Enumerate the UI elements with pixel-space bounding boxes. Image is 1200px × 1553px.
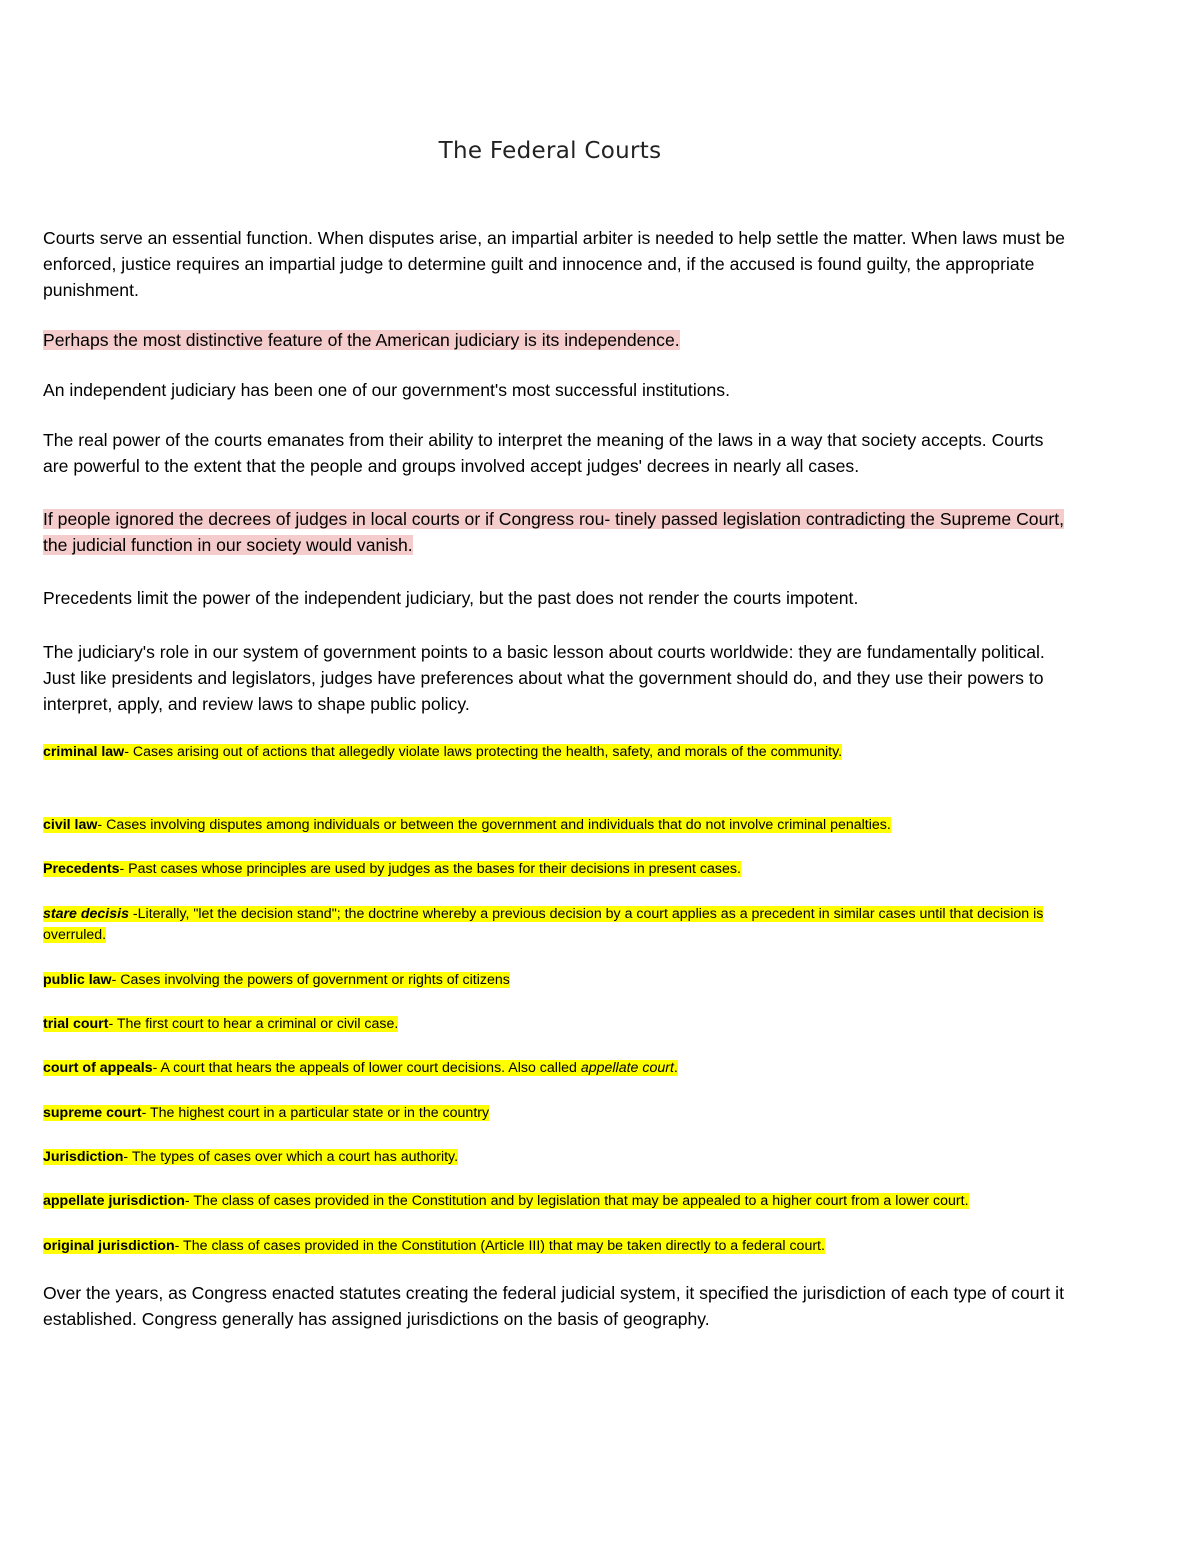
paragraph-judiciary-role: The judiciary's role in our system of government points to a basic lesson about courts worldwide: they are fundamentally political. Just like presidents and legislators, judges have preferences about what the government should do, and they use their powers to interpret, apply, and review laws to shape public policy. (43, 642, 1045, 714)
term-definition: - The first court to hear a criminal or civil case. (108, 1016, 399, 1032)
paragraph-successful-institutions: An independent judiciary has been one of our government's most successful institutions. (43, 380, 730, 400)
term-definition: -Literally, "let the decision stand"; the doctrine whereby a previous decision by a court applies as a precedent in similar cases until that decision is overruled. (43, 906, 1044, 943)
term-definition: - The class of cases provided in the Constitution (Article III) that may be taken directly to a federal court. (174, 1238, 825, 1254)
term-label: appellate jurisdiction (43, 1193, 185, 1209)
paragraph-independence (43, 327, 1073, 353)
page-title: The Federal Courts (438, 138, 662, 164)
term-definition: - Cases involving the powers of government or rights of citizens (111, 972, 510, 988)
definition-precedents (43, 859, 1073, 880)
term-label: trial court (43, 1016, 109, 1032)
definition-stare-decisis (43, 904, 1073, 946)
term-label: original jurisdiction (43, 1238, 175, 1254)
term-label: court of appeals (43, 1060, 153, 1076)
definition-supreme-court (43, 1103, 1073, 1124)
definition-public-law (43, 970, 1073, 991)
term-definition: - The highest court in a particular state or in the country (141, 1105, 490, 1121)
highlighted-text: If people ignored the decrees of judges in local courts or if Congress rou- tinely passed legislation contradicting the Supreme Court, the judicial function in our society would vanish. (43, 509, 1065, 555)
term-label: Precedents (43, 861, 120, 877)
paragraph-intro: Courts serve an essential function. When disputes arise, an impartial arbiter is needed to help settle the matter. When laws must be enforced, justice requires an impartial judge to determine guilt and innocence and, if the accused is found guilty, the appropriate punishment. (43, 228, 1065, 300)
term-label: Jurisdiction (43, 1149, 124, 1165)
highlighted-text: Perhaps the most distinctive feature of the American judiciary is its independence. (43, 330, 680, 350)
term-label: stare decisis (43, 906, 129, 922)
document-body (43, 225, 1073, 1332)
definition-jurisdiction (43, 1147, 1073, 1168)
paragraph-decrees (43, 506, 1073, 558)
definition-appellate-jurisdiction (43, 1191, 1073, 1212)
term-definition: - The class of cases provided in the Constitution and by legislation that may be appealed to a higher court from a lower court. (184, 1193, 969, 1209)
paragraph-congress-jurisdiction: Over the years, as Congress enacted statutes creating the federal judicial system, it specified the jurisdiction of each type of court it established. Congress generally has assigned jurisdictions on the basis of geography. (43, 1283, 1064, 1329)
term-definition: - The types of cases over which a court has authority. (123, 1149, 459, 1165)
term-label: civil law (43, 817, 98, 833)
definition-civil-law (43, 815, 1073, 836)
term-definition: - Cases involving disputes among individuals or between the government and individuals that do not involve criminal penalties. (97, 817, 891, 833)
term-definition-end: . (673, 1060, 678, 1076)
term-label: supreme court (43, 1105, 142, 1121)
term-definition: - A court that hears the appeals of lower court decisions. Also called (152, 1060, 581, 1076)
term-definition: - Cases arising out of actions that allegedly violate laws protecting the health, safety, and morals of the community. (124, 744, 843, 760)
paragraph-precedents: Precedents limit the power of the independent judiciary, but the past does not render the courts impotent. (43, 588, 859, 608)
definition-criminal-law (43, 742, 1073, 763)
term-label: public law (43, 972, 112, 988)
paragraph-real-power: The real power of the courts emanates from their ability to interpret the meaning of the laws in a way that society accepts. Courts are powerful to the extent that the people and groups involved accept judges' decrees in nearly all cases. (43, 430, 1044, 476)
definition-trial-court (43, 1014, 1073, 1035)
term-definition-italic: appellate court (580, 1060, 674, 1076)
term-definition: - Past cases whose principles are used by judges as the bases for their decisions in present cases. (119, 861, 741, 877)
term-label: criminal law (43, 744, 125, 760)
definition-original-jurisdiction (43, 1236, 1073, 1257)
definition-court-of-appeals (43, 1058, 1073, 1079)
